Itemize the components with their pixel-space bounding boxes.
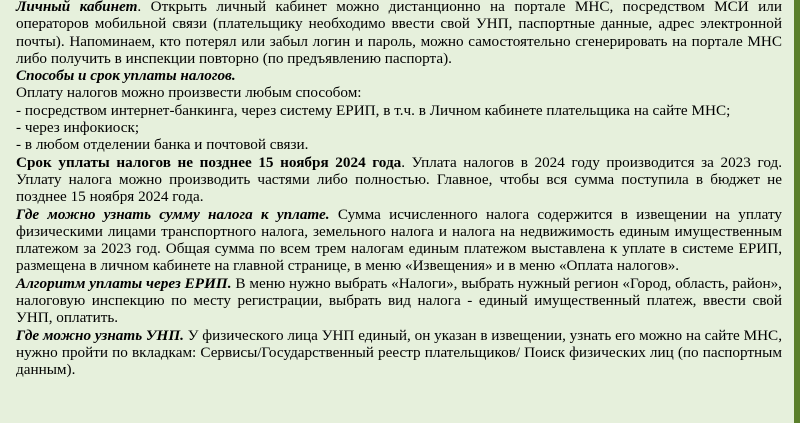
heading-algorithm: Алгоритм уплаты через ЕРИП. <box>16 274 232 292</box>
text-algorithm: В меню нужно выбрать «Налоги», выбрать нужный регион «Город, область, район», налоговую инспекцию по месту регистрации, выбрать вид налога - единый имущественный платеж, ввести свой УНП, оплатить. <box>16 274 782 327</box>
text-cabinet: . Открыть личный кабинет можно дистанционно на портале МНС, посредством МСИ или операторов мобильной связи (плательщику необходимо ввести свой УНП, паспортные данные, адрес электронной почты). Напоминаем, кто потерял или забыл логин и пароль, можно самостоятельно сгенерировать на портале МНС либо получить в инспекции повторно (по предъявлению паспорта). <box>16 0 782 67</box>
methods-intro: Оплату налогов можно произвести любым способом: <box>16 84 362 102</box>
text-unp: У физического лица УНП единый, он указан в извещении, узнать его можно на сайте МНС, нужно пройти по вкладкам: Сервисы/Государственный реестр плательщиков/ Поиск физических лиц (по паспортным данным). <box>16 326 782 379</box>
heading-cabinet: Личный кабинет <box>16 0 138 15</box>
text-deadline: . Уплата налогов в 2024 году производится за 2023 год. Уплату налога можно производить частями либо полностью. Главное, чтобы вся сумма поступила в бюджет не позднее 15 ноября 2024 года. <box>16 153 782 206</box>
paragraph-cabinet <box>16 0 782 67</box>
heading-methods-line <box>16 67 782 84</box>
paragraph-amount <box>16 206 782 275</box>
heading-deadline: Срок уплаты налогов не позднее 15 ноября 2024 года <box>16 153 402 171</box>
methods-item-1: - посредством интернет-банкинга, через систему ЕРИП, в т.ч. в Личном кабинете плательщика на сайте МНС; <box>16 101 731 119</box>
right-accent-bar <box>794 0 800 423</box>
heading-amount: Где можно узнать сумму налога к уплате. <box>16 205 330 223</box>
text-amount: Сумма исчисленного налога содержится в извещении на уплату физическими лицами транспортного налога, земельного налога и налога на недвижимость единым имущественным платежом за 2023 год. Общая сумма по всем трем налогам единым платежом выставлена к уплате в системе ЕРИП, размещена в личном кабинете на главной странице, в меню «Извещения» и в меню «Оплата налогов». <box>16 205 782 275</box>
heading-methods: Способы и срок уплаты налогов. <box>16 67 236 85</box>
paragraph-algorithm <box>16 275 782 327</box>
paragraph-unp <box>16 327 782 379</box>
heading-unp: Где можно узнать УНП. <box>16 326 184 344</box>
document-body <box>16 0 782 379</box>
paragraph-deadline <box>16 154 782 206</box>
methods-item-3: - в любом отделении банка и почтовой связи. <box>16 136 309 154</box>
methods-item-2: - через инфокиоск; <box>16 119 140 137</box>
